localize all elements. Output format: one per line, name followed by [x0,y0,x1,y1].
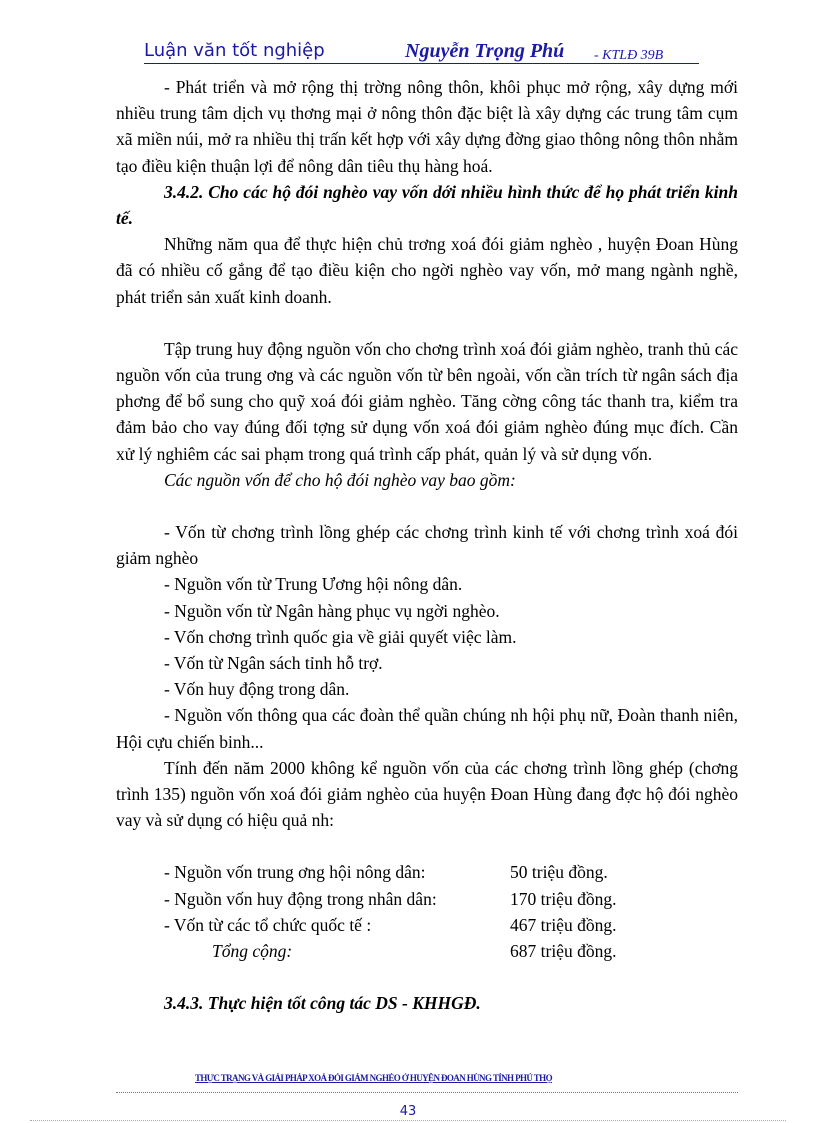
list-item: - Vốn từ chơng trình lồng ghép các chơng trình kinh tế với chơng trình xoá đói giảm nghèo [116,522,738,569]
header-author: Nguyễn Trọng Phú [405,40,565,62]
paragraph: - Phát triển và mở rộng thị trờng nông thôn, khôi phục mở rộng, xây dựng mới nhiều trung tâm dịch vụ thơng mại ở nông thôn đặc biệt là xây dựng các trung tâm cụm xã miền núi, mở ra nhiều thị trấn kết hợp với xây dựng đờng giao thông nông thôn nhằm tạo điều kiện thuận lợi để nông dân tiêu thụ hàng hoá. [116,77,738,176]
fund-label: - Vốn từ các tổ chức quốc tế : [164,914,372,935]
header-left: Luận văn tốt nghiệp [144,40,325,61]
total-label: Tổng cộng: [212,941,293,962]
list-item: - Vốn huy động trong dân. [164,679,350,700]
footer-title: THỰC TRẠNG VÀ GIẢI PHÁP XOÁ ĐÓI GIẢM NGHÈO Ở HUYỆN ĐOAN HÙNG TỈNH PHÚ THỌ [195,1073,552,1083]
fund-amount: 50 triệu đồng. [510,862,608,883]
list-item: - Vốn từ Ngân sách tỉnh hỗ trợ. [164,653,383,674]
paragraph: Những năm qua để thực hiện chủ trơng xoá đói giảm nghèo , huyện Đoan Hùng đã có nhiều cố gắng để tạo điều kiện cho ngời nghèo vay vốn, mở mang ngành nghề, phát triển sản xuất kinh doanh. [116,234,738,307]
list-item: - Nguồn vốn từ Ngân hàng phục vụ ngời nghèo. [164,600,500,621]
paragraph: Tính đến năm 2000 không kể nguồn vốn của các chơng trình lồng ghép (chơng trình 135) nguồn vốn xoá đói giảm nghèo của huyện Đoan Hùng đang đợc hộ đói nghèo vay và sử dụng có hiệu quả nh: [116,757,738,831]
sources-title: Các nguồn vốn để cho hộ đói nghèo vay bao gồm: [164,469,516,490]
fund-row [116,886,738,912]
footer-rule [116,1092,738,1093]
fund-label: - Nguồn vốn huy động trong nhân dân: [164,888,437,909]
page-body [116,74,738,1017]
fund-label: - Nguồn vốn trung ơng hội nông dân: [164,862,426,883]
paragraph: Tập trung huy động nguồn vốn cho chơng trình xoá đói giảm nghèo, tranh thủ các nguồn vốn của trung ơng và các nguồn vốn từ bên ngoài, vốn cần trích từ ngân sách địa phơng để bổ sung cho quỹ xoá đói giảm nghèo. Tăng cờng công tác thanh tra, kiểm tra đảm bảo cho vay đúng đối tợng sử dụng vốn xoá đói giảm nghèo đúng mục đích. Cần xử lý nghiêm các sai phạm trong quá trình cấp phát, quản lý và sử dụng vốn. [116,338,738,464]
header-rule [144,63,699,64]
list-item: - Vốn chơng trình quốc gia về giải quyết việc làm. [164,626,517,647]
list-item: - Nguồn vốn từ Trung Ương hội nông dân. [164,574,463,595]
total-amount: 687 triệu đồng. [510,941,617,962]
fund-amount: 170 triệu đồng. [510,888,617,909]
section-heading-3-4-2: 3.4.2. Cho các hộ đói nghèo vay vốn dới nhiều hình thức để họ phát triển kinh tế. [116,181,738,229]
section-heading-3-4-3: 3.4.3. Thực hiện tốt công tác DS - KHHGĐ. [164,993,481,1014]
fund-amount: 467 triệu đồng. [510,914,617,935]
fund-total-row [116,938,738,964]
fund-row [116,912,738,938]
fund-row [116,859,738,885]
header-code: - KTLĐ 39B [594,48,664,63]
bottom-border [30,1120,786,1121]
list-item: - Nguồn vốn thông qua các đoàn thể quần chúng nh hội phụ nữ, Đoàn thanh niên, Hội cựu chiến binh... [116,705,738,752]
page-number: 43 [399,1104,417,1119]
